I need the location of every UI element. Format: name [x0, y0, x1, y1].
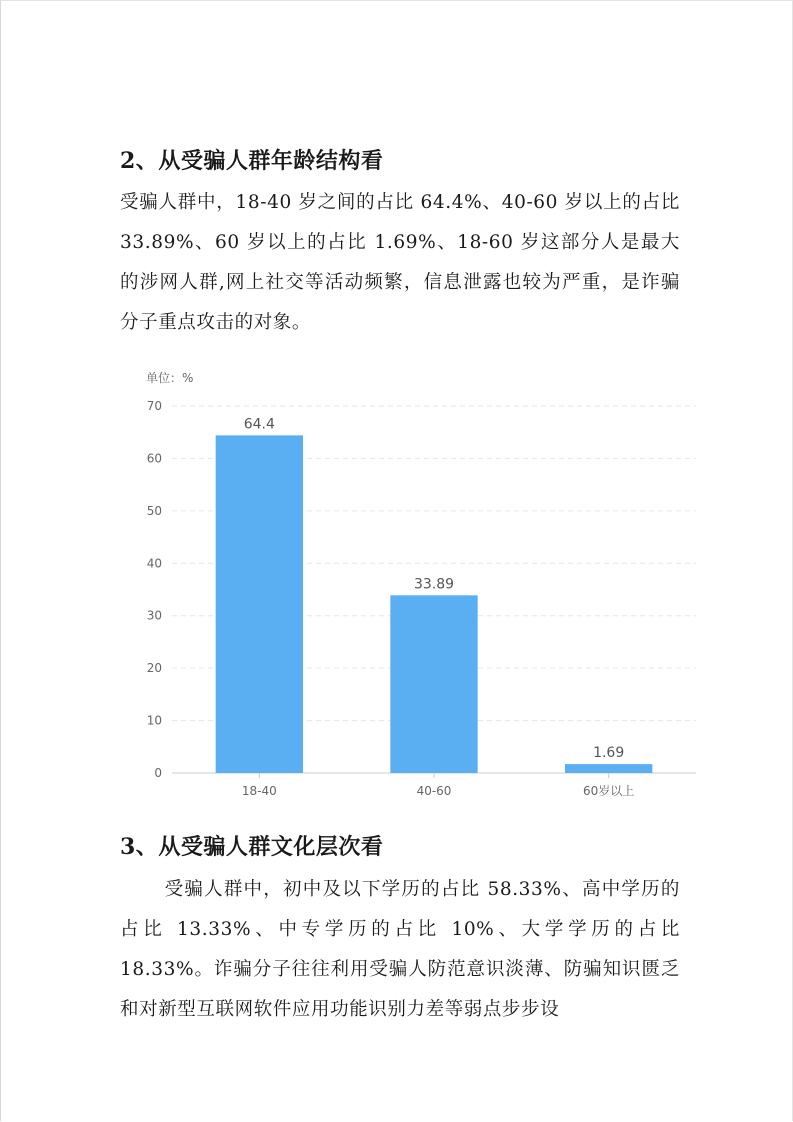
chart-value-label: 64.4 [243, 416, 275, 433]
chart-y-tick-label: 30 [146, 608, 162, 623]
chart-unit-label: 单位：% [146, 371, 194, 385]
chart-y-tick-label: 0 [154, 766, 162, 780]
heading-text: 从受骗人群文化层次看 [158, 834, 384, 860]
chart-y-tick-label: 10 [146, 713, 162, 728]
chart-x-tick-label: 60岁以上 [583, 784, 635, 798]
heading-number: 2、 [120, 148, 159, 174]
paragraph-age: 受骗人群中，18-40 岁之间的占比 64.4%、40-60 岁以上的占比 33.89%、60 岁以上的占比 1.69%、18-60 岁这部分人是最大的涉网人群,网上社交等活动频繁，信息泄露也较为严重，是诈骗分子重点攻击的对象。 [120, 192, 680, 333]
section-heading-age [120, 144, 383, 175]
heading-number: 3、 [120, 834, 159, 860]
chart-y-tick-label: 60 [146, 451, 162, 466]
heading-text: 从受骗人群年龄结构看 [158, 148, 384, 174]
chart-y-tick-label: 70 [146, 399, 162, 413]
age-bar-chart [110, 360, 710, 805]
chart-y-tick-label: 20 [146, 661, 162, 676]
paragraph-education [120, 870, 680, 1030]
chart-bars [216, 435, 653, 773]
chart-bar [390, 595, 477, 773]
paragraph-text: 受骗人群中，初中及以下学历的占比 58.33%、高中学历的占比 13.33%、中专学历的占比 10%、大学学历的占比 18.33%。诈骗分子往往利用受骗人防范意识淡薄、防骗知识匮乏和对新型互联网软件应用功能识别力差等弱点步步设 [120, 879, 680, 1020]
chart-bar [565, 764, 652, 773]
section-heading-education [120, 830, 383, 861]
chart-x-tick-label: 40-60 [416, 784, 452, 798]
chart-value-label: 33.89 [413, 576, 455, 593]
chart-bar [216, 435, 303, 773]
chart-value-label: 1.69 [593, 745, 625, 762]
chart-x-tick-label: 18-40 [241, 784, 277, 798]
chart-y-tick-label: 40 [146, 556, 162, 571]
chart-y-tick-label: 50 [146, 503, 162, 518]
